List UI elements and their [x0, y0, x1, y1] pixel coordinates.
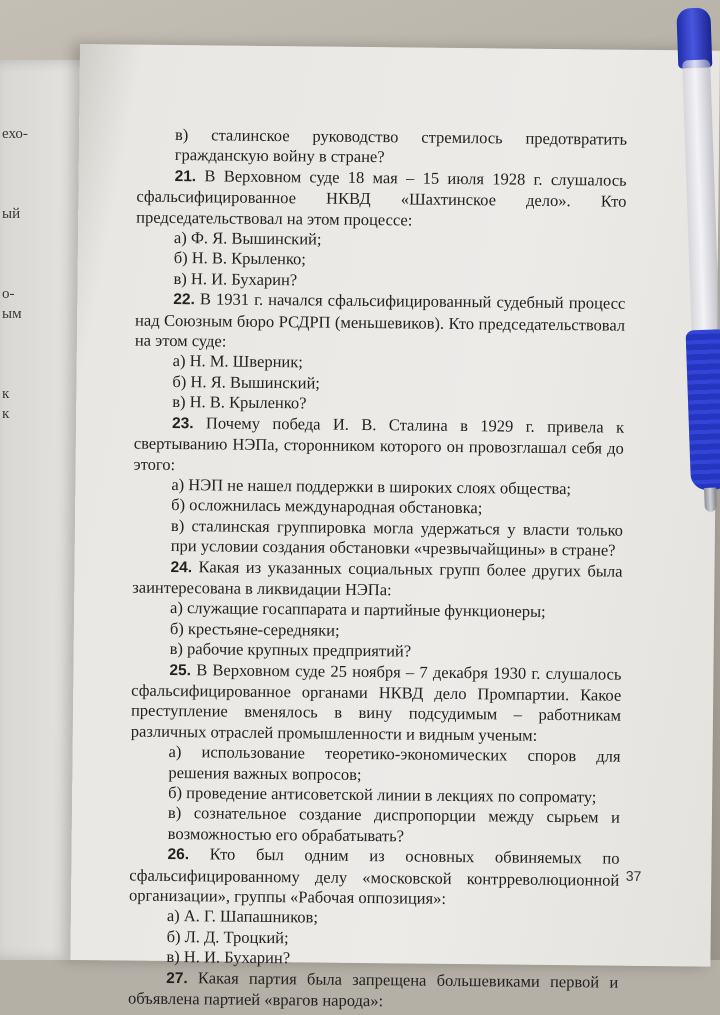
answer-option: а) А. Г. Шапашников; [166, 906, 319, 927]
left-page-fragment: к [2, 386, 10, 402]
answer-option: б) крестьяне-середняки; [169, 618, 340, 640]
question-number: 22. [173, 291, 195, 309]
answer-option: а) НЭП не нашел поддержки в широких слоях общества; [171, 474, 572, 499]
question-text: Какая из указанных социальных групп более других была заинтересована в ликвидации НЭПа: [132, 556, 623, 600]
question-text: Кто был одним из основных обвиняемых по сфальсифицированному делу «московской контрреволюционной организации», группы «Рабочая оппозиция»: [128, 844, 620, 908]
book-page [70, 44, 720, 1011]
question-text: Какая партия была запрещена большевиками первой и объявлена партией «врагов народа»: [127, 967, 619, 1011]
pen-barrel [682, 59, 720, 340]
left-page-fragment: к [2, 406, 10, 422]
question-text: В Верховном суде 25 ноября – 7 декабря 1930 г. слушалось сфальсифицированное органами НКВД дело Промпартии. Какое преступление вменялось в вину подсудимым – работникам различных отраслей промышленности и видным ученым: [130, 659, 622, 745]
answer-option: б) Н. В. Крыленко; [173, 248, 307, 269]
question-text: В Верховном суде 18 мая – 15 июля 1928 г. слушалось сфальсифицированное НКВД «Шахтинское дело». Кто председательствовал на этом процессе: [136, 166, 627, 230]
question-number: 21. [174, 167, 197, 186]
question-text: Почему победа И. В. Сталина в 1929 г. привела к свертыванию НЭПа, сторонником которого он провозглашал себя до этого: [133, 412, 625, 474]
answer-option: в) рабочие крупных предприятий? [169, 639, 412, 661]
answer-option: в) Н. И. Бухарин? [166, 947, 291, 968]
answer-option: в) сознательное создание диспропорции между сырьем и возможностью его обрабатывать? [167, 803, 621, 846]
answer-option: б) Л. Д. Троцкий; [166, 926, 289, 948]
question-number: 24. [170, 558, 193, 576]
pen-grip [686, 329, 720, 490]
answer-option: в) сталинское руководство стремилось предотвратить гражданскую войну в стране? [174, 125, 628, 167]
pen-tip [704, 488, 717, 512]
question-number: 25. [169, 661, 192, 679]
answer-option: б) Н. Я. Вышинский; [172, 371, 321, 393]
answer-option: в) сталинская группировка могла удержаться у власти только при условии создания обстановки «чрезвычайщины» в стране? [170, 515, 624, 560]
answer-option: а) Ф. Я. Вышинский; [173, 228, 322, 249]
question-number: 26. [167, 846, 190, 864]
question [133, 412, 624, 479]
answer-option: б) осложнилась международная обстановка; [171, 495, 483, 518]
question [135, 289, 626, 356]
question-number: 27. [166, 969, 188, 987]
answer-option: а) Н. М. Шверник; [172, 351, 303, 372]
question-text: В 1931 г. начался сфальсифицированный судебный процесс над Союзным бюро РСДРП (меньшевиков). Кто председательствовал на этом суде: [134, 289, 626, 351]
question [136, 165, 627, 232]
question [131, 659, 622, 747]
answer-option: в) Н. И. Бухарин? [173, 268, 298, 290]
answer-option: а) использование теоретико-экономических споров для решения важных вопросов; [168, 742, 621, 784]
left-page-fragment: о- [2, 286, 15, 302]
question [129, 844, 620, 911]
question [128, 967, 618, 1014]
page-number: 37 [625, 867, 642, 884]
answer-option: а) служащие госаппарата и партийные функционеры; [170, 598, 546, 622]
left-page-fragment: ехо- [2, 126, 28, 142]
question [132, 556, 622, 603]
page-text [128, 125, 627, 1015]
left-page-fragment: ым [2, 306, 22, 322]
answer-option: б) проведение антисоветской линии в лекциях по сопромату; [168, 782, 597, 807]
left-page-fragment: ый [2, 206, 21, 222]
question-number: 23. [171, 414, 194, 432]
answer-option: в) Н. В. Крыленко? [172, 392, 307, 413]
